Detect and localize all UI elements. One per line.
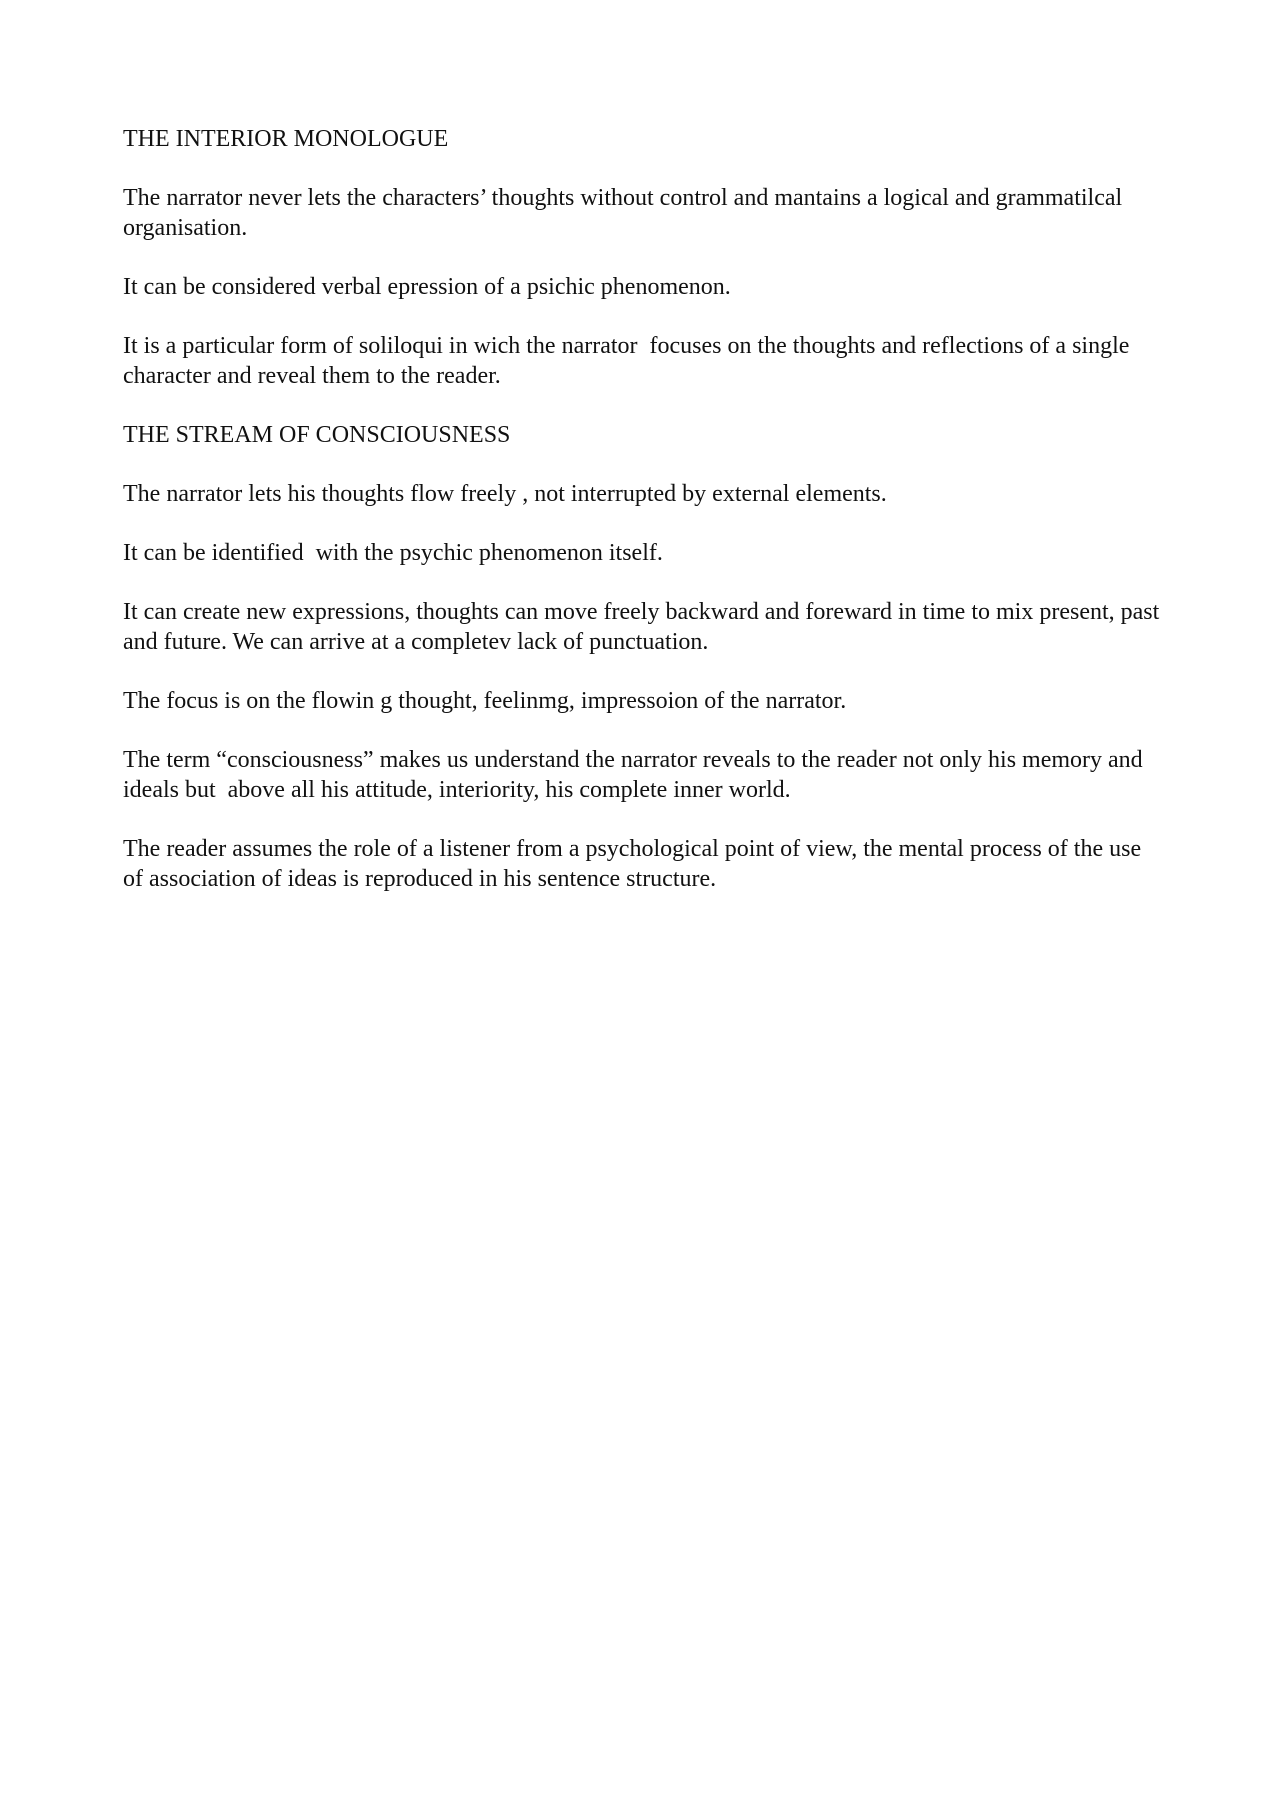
- paragraph-3: It is a particular form of soliloqui in wich the narrator focuses on the thoughts and reflections of a single character and reveal them to the reader.: [123, 333, 1136, 389]
- heading-interior-monologue: THE INTERIOR MONOLOGUE: [123, 126, 449, 152]
- paragraph-8: The term “consciousness” makes us understand the narrator reveals to the reader not only his memory and ideals but above all his attitude, interiority, his complete inner world.: [123, 747, 1149, 803]
- paragraph-4: The narrator lets his thoughts flow freely , not interrupted by external elements.: [123, 481, 887, 507]
- heading-stream-of-consciousness: THE STREAM OF CONSCIOUSNESS: [123, 422, 511, 448]
- paragraph-9: The reader assumes the role of a listener from a psychological point of view, the mental process of the use of association of ideas is reproduced in his sentence structure.: [123, 836, 1148, 892]
- paragraph-6: It can create new expressions, thoughts can move freely backward and foreward in time to mix present, past and future. We can arrive at a completev lack of punctuation.: [123, 599, 1166, 655]
- paragraph-1: The narrator never lets the characters’ thoughts without control and mantains a logical and grammatilcal organisation.: [123, 185, 1129, 241]
- paragraph-2: It can be considered verbal epression of a psichic phenomenon.: [123, 274, 731, 300]
- paragraph-7: The focus is on the flowin g thought, feelinmg, impressoion of the narrator.: [123, 688, 847, 714]
- document-body: [123, 124, 1166, 923]
- paragraph-5: It can be identified with the psychic phenomenon itself.: [123, 540, 663, 566]
